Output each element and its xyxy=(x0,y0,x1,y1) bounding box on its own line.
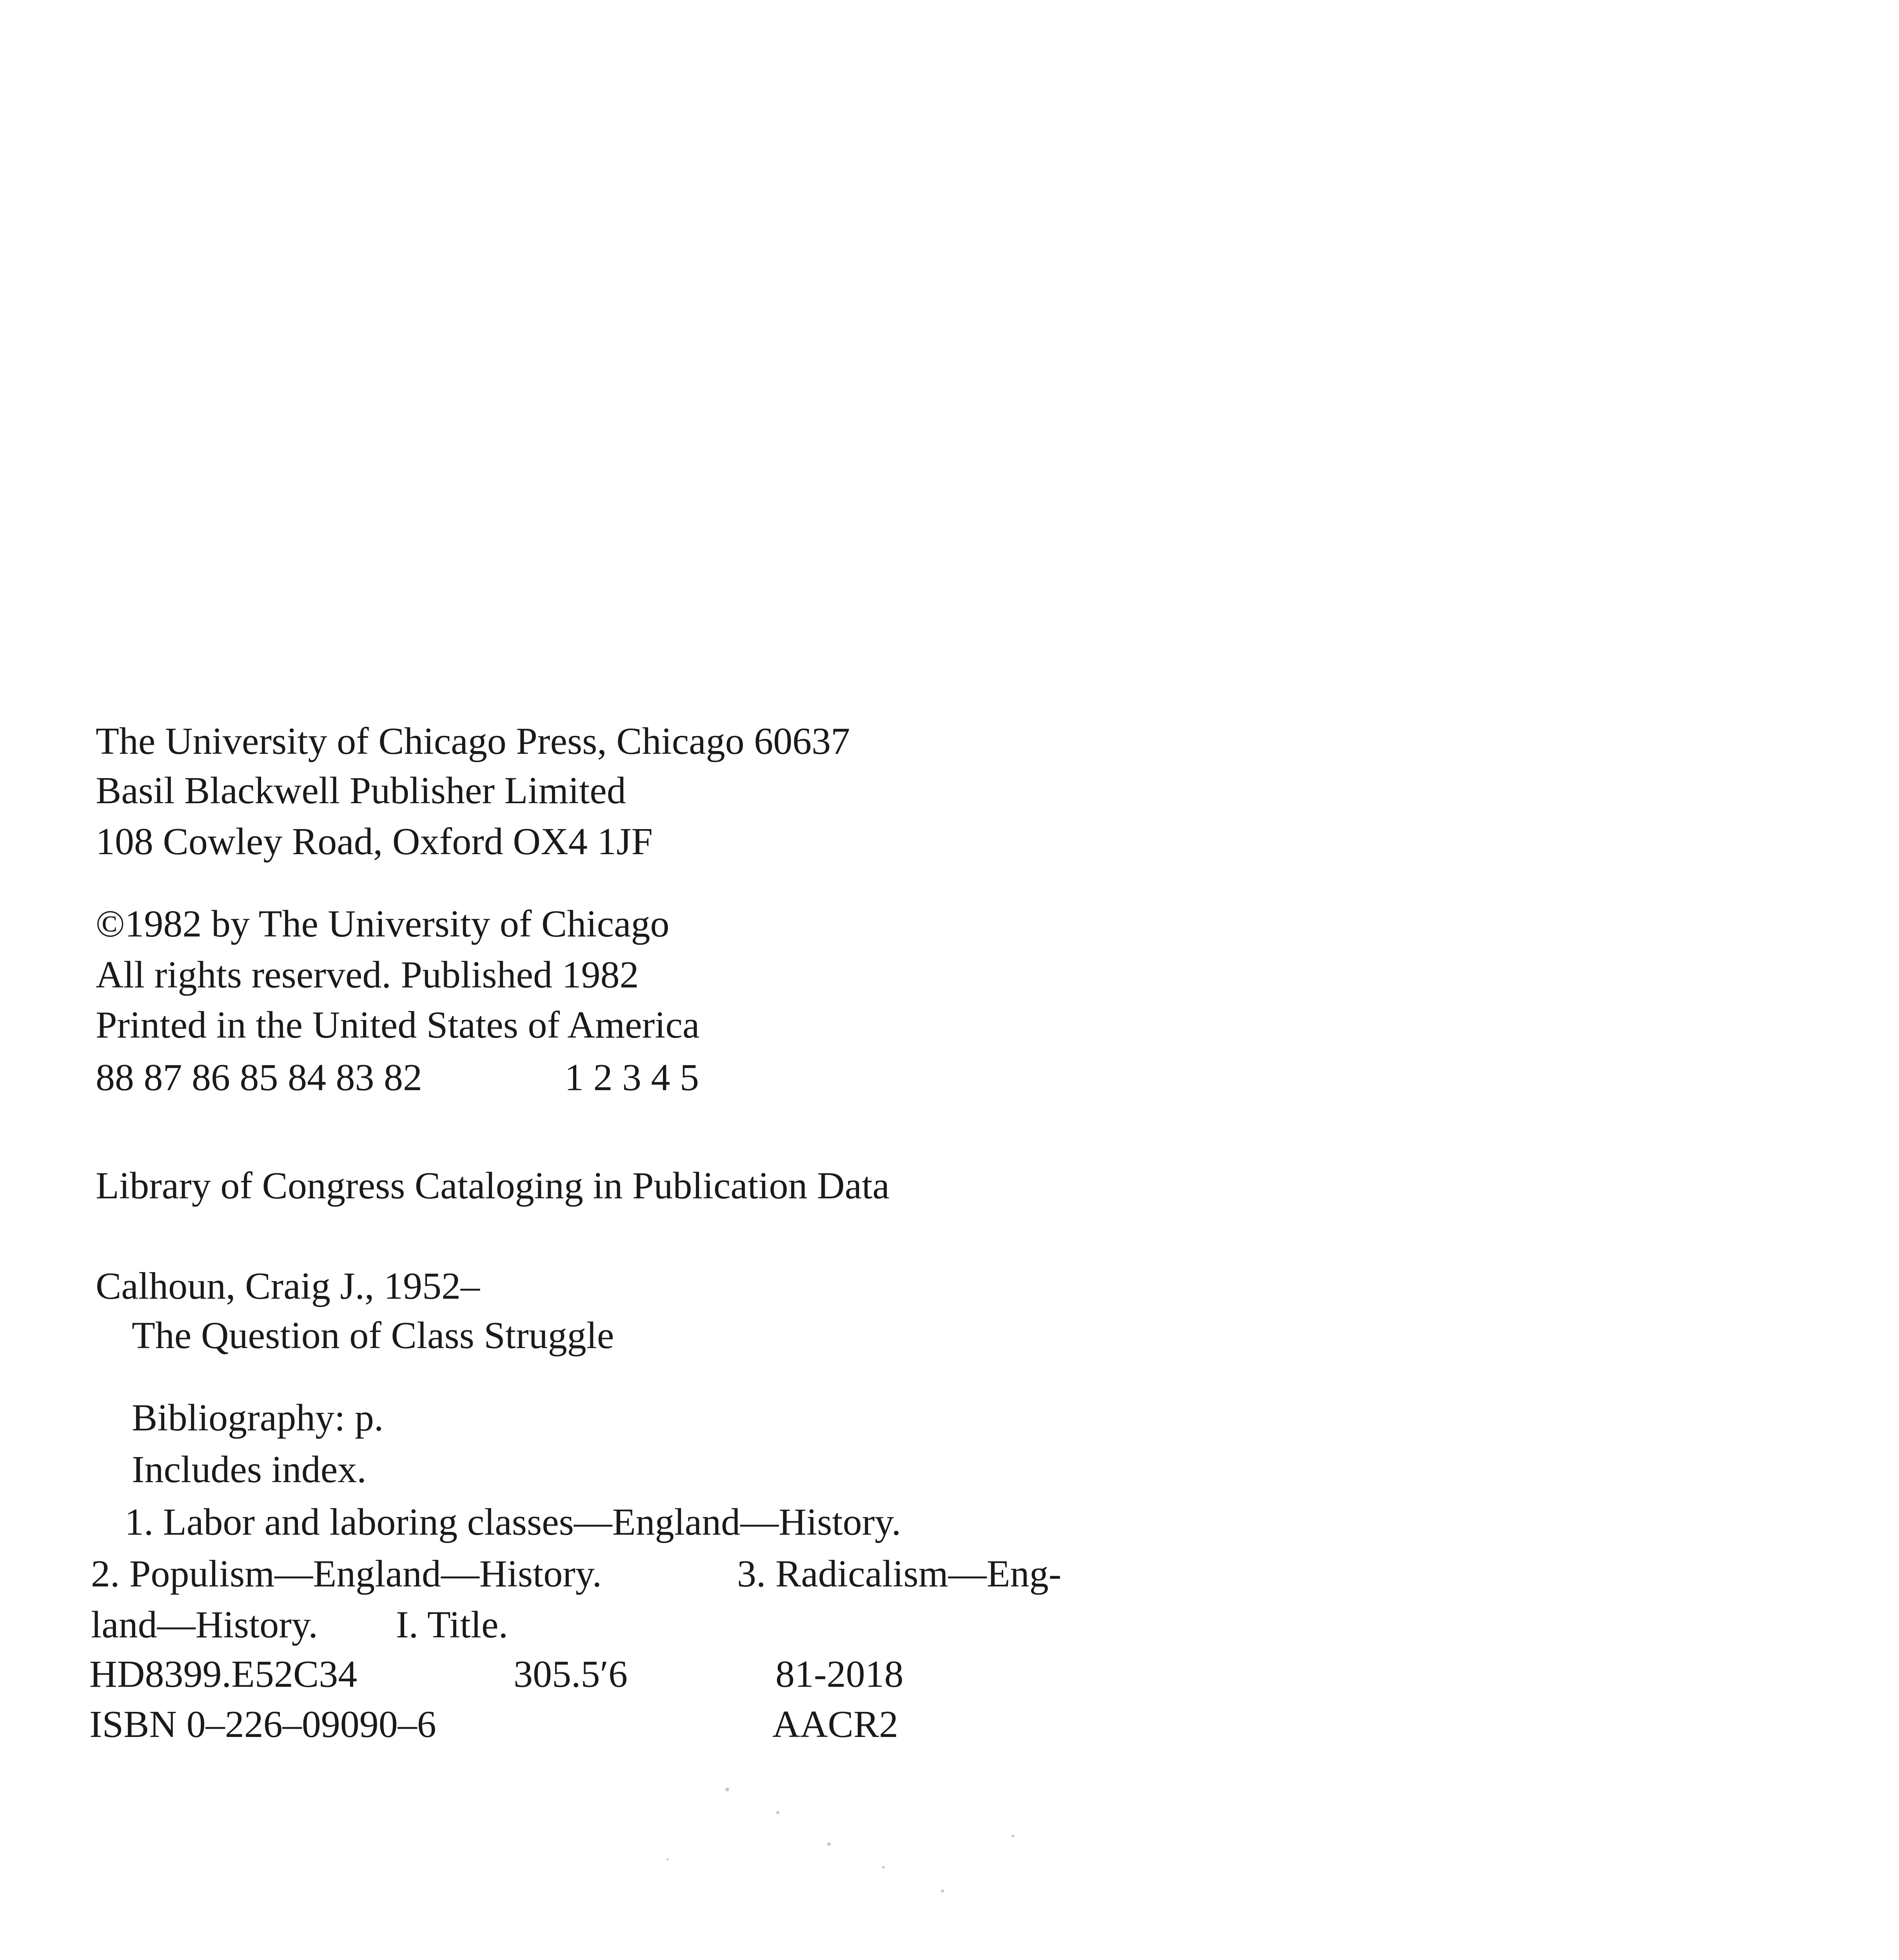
scan-speck xyxy=(776,1811,779,1814)
cip-bibliography: Bibliography: p. xyxy=(132,1397,384,1439)
cip-title: The Question of Class Struggle xyxy=(132,1314,614,1357)
cip-isbn: ISBN 0–226–09090–6 xyxy=(89,1703,436,1746)
publisher-line-1: The University of Chicago Press, Chicago 60637 xyxy=(96,720,850,762)
cip-title-entry: I. Title. xyxy=(396,1604,508,1646)
publisher-line-3: 108 Cowley Road, Oxford OX4 1JF xyxy=(96,820,653,863)
scan-speck xyxy=(941,1889,944,1893)
cip-call-number: HD8399.E52C34 xyxy=(89,1653,358,1695)
cip-heading: Library of Congress Cataloging in Publication Data xyxy=(96,1165,890,1207)
cip-dewey: 305.5′6 xyxy=(514,1653,628,1695)
cip-index: Includes index. xyxy=(132,1448,367,1491)
cip-subject-2: 2. Populism—England—History. xyxy=(91,1553,602,1595)
scan-speck xyxy=(882,1866,885,1869)
cip-aacr: AACR2 xyxy=(772,1703,899,1746)
scan-speck xyxy=(827,1842,831,1846)
cip-subject-3: 3. Radicalism—Eng- xyxy=(737,1553,1062,1595)
cip-subject-3-cont: land—History. xyxy=(91,1604,318,1646)
cip-subject-1: 1. Labor and laboring classes—England—History. xyxy=(125,1501,901,1543)
cip-lccn: 81-2018 xyxy=(775,1653,904,1695)
printed-line: Printed in the United States of America xyxy=(96,1004,700,1046)
printing-numbers: 1 2 3 4 5 xyxy=(565,1056,699,1099)
printing-years: 88 87 86 85 84 83 82 xyxy=(96,1056,422,1099)
scan-speck xyxy=(725,1788,729,1791)
scan-speck xyxy=(1011,1835,1014,1837)
rights-line: All rights reserved. Published 1982 xyxy=(96,954,639,996)
copyright-line: ©1982 by The University of Chicago xyxy=(96,903,670,945)
publisher-line-2: Basil Blackwell Publisher Limited xyxy=(96,769,626,812)
scan-speck xyxy=(666,1858,669,1860)
cip-author: Calhoun, Craig J., 1952– xyxy=(96,1265,480,1307)
